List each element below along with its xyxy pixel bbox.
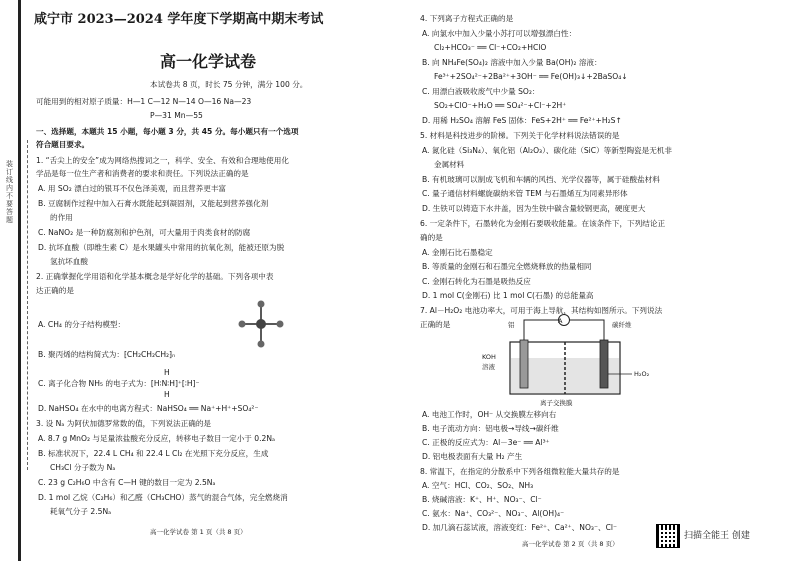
qr-code-icon — [657, 525, 679, 547]
q6-option-c: C. 金刚石转化为石墨是吸热反应 — [422, 277, 531, 286]
q3-stem: 3. 设 Nₐ 为阿伏加德罗常数的值，下列说法正确的是 — [36, 419, 212, 428]
q1-option-a: A. 用 SO₂ 漂白过的银耳不仅色泽美观，而且营养更丰富 — [38, 184, 227, 193]
q5-option-a-cont: 金属材料 — [434, 160, 465, 169]
q6-option-b: B. 等质量的金刚石和石墨完全燃烧释放的热量相同 — [422, 262, 592, 271]
q5-option-c: C. 量子通信材料螺旋碳纳米管 TEM 与石墨烯互为同素异形体 — [422, 189, 628, 198]
section-heading-cont: 符合题目要求。 — [36, 140, 90, 149]
q1-option-b: B. 豆腐制作过程中加入石膏水既能起到凝固剂，又能起到营养强化剂 — [38, 199, 269, 208]
diagram-koh-label: KOH — [482, 353, 496, 361]
q1-option-c: C. NaNO₂ 是一种防腐剂和护色剂，可大量用于肉类食材的防腐 — [38, 228, 251, 237]
q7-option-b: B. 电子流动方向：铝电极→导线→碳纤维 — [422, 424, 559, 433]
page-footer: 高一化学试卷 第 1 页（共 8 页） — [150, 528, 247, 536]
q7-option-c: C. 正极的反应式为：Al－3e⁻ ══ Al³⁺ — [422, 438, 550, 447]
q8-stem: 8. 常温下，在指定的分散系中下列各组微粒能大量共存的是 — [420, 467, 620, 476]
diagram-solution-label: 溶液 — [482, 363, 495, 371]
q4-option-c-eq: SO₂+ClO⁻+H₂O ══ SO₄²⁻+Cl⁻+2H⁺ — [434, 101, 567, 110]
q1-option-b-cont: 的作用 — [50, 213, 73, 222]
q5-option-b: B. 有机玻璃可以制成飞机和车辆的风挡、光学仪器等，属于硅酸盐材料 — [422, 175, 660, 184]
scanner-watermark: 扫描全能王 创建 — [684, 531, 750, 541]
q5-option-a: A. 氮化硅（Si₃N₄）、氧化铝（Al₂O₃）、碳化硅（SiC）等新型陶瓷是无机非 — [422, 146, 673, 155]
q3-option-d: D. 1 mol 乙烷（C₂H₆）和乙醛（CH₃CHO）蒸气的混合气体，完全燃烧消 — [38, 493, 288, 502]
q8-option-d: D. 加几滴石蕊试液，溶液变红：Fe²⁺、Ca²⁺、NO₃⁻、Cl⁻ — [422, 523, 617, 532]
q3-option-c: C. 23 g C₂H₆O 中含有 C—H 键的数目一定为 2.5Nₐ — [38, 478, 216, 487]
subject-title: 高一化学试卷 — [160, 52, 257, 71]
q4-option-a-eq: Cl₂+HCO₃⁻ ══ Cl⁻+CO₂+HClO — [434, 43, 547, 52]
q6-option-d: D. 1 mol C(金刚石) 比 1 mol C(石墨) 的总能量高 — [422, 291, 594, 300]
ch4-ball-stick-model — [236, 298, 286, 350]
diagram-h2o2-label: H₂O₂ — [634, 370, 650, 378]
section-heading: 一、选择题，本题共 15 小题，每小题 3 分，共 45 分。每小题只有一个选项 — [36, 127, 299, 136]
q2-stem-cont: 达正确的是 — [36, 286, 74, 295]
q4-option-b: B. 向 NH₄Fe(SO₄)₂ 溶液中加入少量 Ba(OH)₂ 溶液： — [422, 58, 602, 67]
q1-option-d: D. 抗坏血酸（即维生素 C）是水果罐头中常用的抗氧化剂，能被还原为脱 — [38, 243, 285, 252]
binding-line — [27, 140, 28, 470]
q2-option-c-h-bottom: H — [164, 390, 170, 399]
page-footer: 高一化学试卷 第 2 页（共 8 页） — [522, 540, 619, 548]
q4-stem: 4. 下列离子方程式正确的是 — [420, 14, 514, 23]
diagram-ammeter-label: A — [558, 317, 563, 325]
q3-option-b-cont: CH₃Cl 分子数为 Nₐ — [50, 463, 116, 472]
q1-stem-cont: 学品是每一位生产者和消费者的要求和责任。下列说法正确的是 — [36, 169, 249, 178]
q1-option-d-cont: 氢抗坏血酸 — [50, 257, 88, 266]
q3-option-d-cont: 耗氧气分子 2.5Nₐ — [50, 507, 112, 516]
q2-option-b: B. 聚丙烯的结构简式为：⁅CH₂CH₂CH₂⁆ₙ — [38, 350, 176, 359]
diagram-aluminum-label: 铝 — [508, 321, 515, 329]
battery-diagram — [472, 312, 672, 408]
diagram-carbon-fiber-label: 碳纤维 — [612, 321, 632, 329]
q4-option-c: C. 用漂白液吸收废气中少量 SO₂： — [422, 87, 540, 96]
q3-option-b: B. 标准状况下，22.4 L CH₄ 和 22.4 L Cl₂ 在光照下充分反应，生成 — [38, 449, 269, 458]
atomic-masses-line-2: P—31 Mn—55 — [150, 111, 203, 120]
q2-stem: 2. 正确掌握化学用语和化学基本概念是学好化学的基础。下列各项中表 — [36, 272, 274, 281]
atomic-masses-line-1: 可能用到的相对原子质量：H—1 C—12 N—14 O—16 Na—23 — [36, 97, 252, 106]
q4-option-b-eq: Fe³⁺+2SO₄²⁻+2Ba²⁺+3OH⁻ ══ Fe(OH)₃↓+2BaSO₄↓ — [434, 72, 628, 81]
q2-option-c: C. 离子化合物 NH₅ 的电子式为：[H∶N∶H]⁺[∶H]⁻ — [38, 379, 200, 388]
q6-stem-cont: 确的是 — [420, 233, 443, 242]
binding-side-text: 装订线内不要答题 — [6, 160, 13, 224]
q1-stem: 1. “舌尖上的安全”成为网络热搜词之一，科学、安全、有效和合理地使用化 — [36, 156, 289, 165]
diagram-membrane-label: 离子交换膜 — [540, 399, 573, 407]
q3-option-a: A. 8.7 g MnO₂ 与足量浓盐酸充分反应，转移电子数目一定小于 0.2Nₐ — [38, 434, 276, 443]
q5-option-d: D. 生铁可以铸造下水井盖，因为生铁中碳含量较钢更高，硬度更大 — [422, 204, 646, 213]
q5-stem: 5. 材料是科技进步的阶梯。下列关于化学材料说法错误的是 — [420, 131, 620, 140]
q6-option-a: A. 金刚石比石墨稳定 — [422, 248, 493, 257]
q8-option-a: A. 空气：HCl、CO₂、SO₂、NH₃ — [422, 481, 534, 490]
q2-option-a: A. CH₄ 的分子结构模型： — [38, 320, 126, 329]
q4-option-a: A. 向氯水中加入少量小苏打可以增强漂白性： — [422, 29, 577, 38]
q6-stem: 6. 一定条件下，石墨转化为金刚石要吸收能量。在该条件下，下列结论正 — [420, 219, 666, 228]
q7-option-a: A. 电池工作时，OH⁻ 从交换膜左移向右 — [422, 410, 557, 419]
binding-bar — [18, 0, 21, 561]
q4-option-d: D. 用稀 H₂SO₄ 溶解 FeS 固体：FeS+2H⁺ ══ Fe²⁺+H₂S↑ — [422, 116, 622, 125]
q7-option-d: D. 铝电极表面有大量 H₂ 产生 — [422, 452, 523, 461]
q2-option-d: D. NaHSO₄ 在水中的电离方程式：NaHSO₄ ══ Na⁺+H⁺+SO₄²⁻ — [38, 404, 259, 413]
q8-option-b: B. 烧碱溶液：K⁺、H⁺、NO₃⁻、Cl⁻ — [422, 495, 542, 504]
right-page — [412, 0, 794, 561]
q7-stem: 7. Al－H₂O₂ 电池功率大，可用于海上导航，其结构如图所示。下列说法 — [420, 306, 663, 315]
q7-stem-cont: 正确的是 — [420, 320, 451, 329]
q8-option-c: C. 氨水：Na⁺、CO₃²⁻、NO₃⁻、Al(OH)₄⁻ — [422, 509, 565, 518]
q2-option-c-h-top: H — [164, 368, 170, 377]
instructions: 本试卷共 8 页，时长 75 分钟，满分 100 分。 — [150, 80, 308, 89]
exam-title: 咸宁市 2023—2024 学年度下学期高中期末考试 — [34, 12, 324, 27]
